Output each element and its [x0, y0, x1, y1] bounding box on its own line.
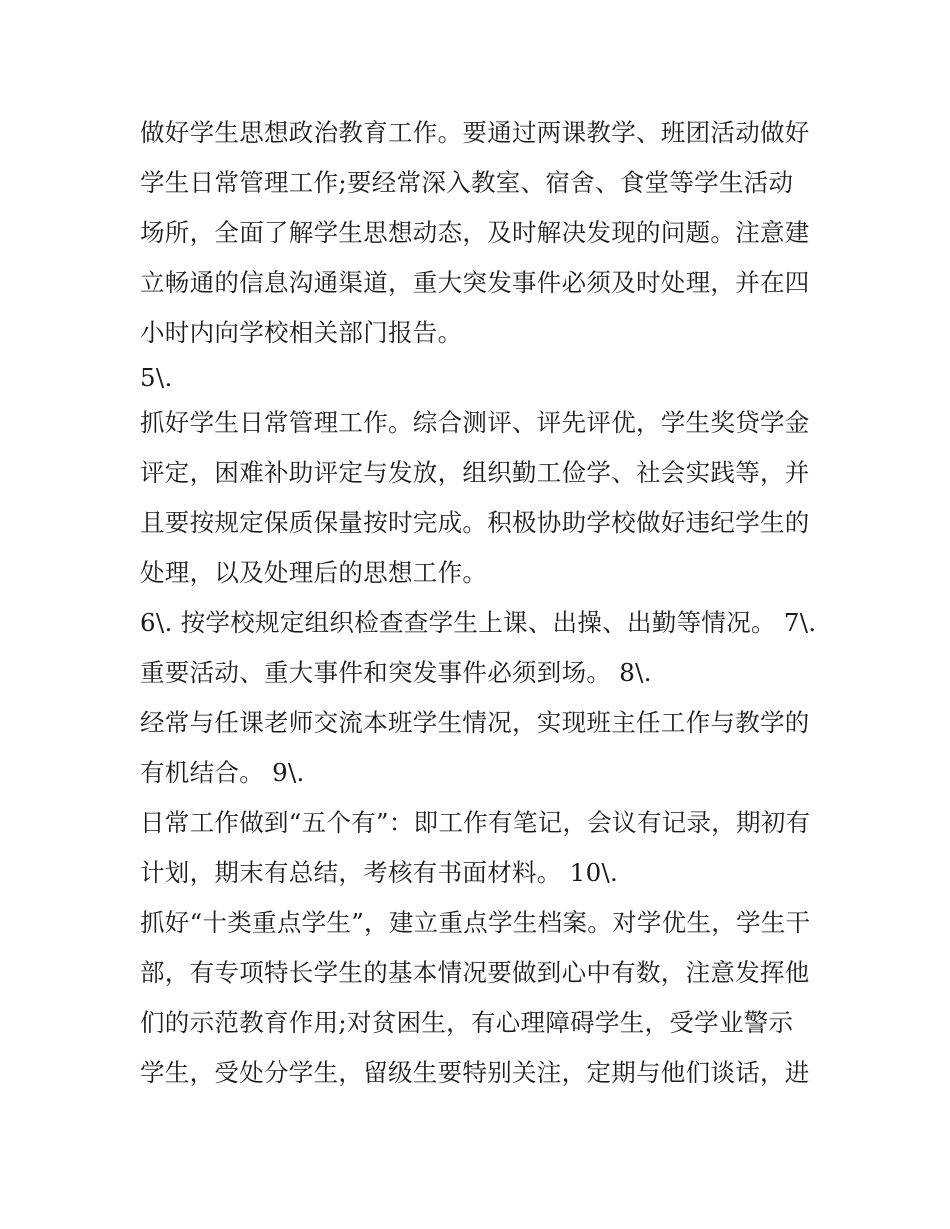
text-line: 计划，期末有总结，考核有书面材料。 10\. — [140, 858, 619, 887]
text-line: 们的示范教育作用;对贫困生，有心理障碍学生，受学业警示 — [140, 1008, 794, 1037]
paragraph-item-9 — [140, 798, 820, 898]
paragraph-daily-management — [140, 398, 820, 598]
text-line: 且要按规定保质保量按时完成。积极协助学校做好违纪学生的 — [140, 508, 810, 537]
text-line: 处理，以及处理后的思想工作。 — [140, 558, 488, 587]
text-line: 重要活动、重大事件和突发事件必须到场。 8\. — [140, 658, 652, 687]
text-line: 经常与任课老师交流本班学生情况，实现班主任工作与教学的 — [140, 708, 810, 737]
text-line: 评定，困难补助评定与发放，组织勤工俭学、社会实践等，并 — [140, 458, 810, 487]
paragraph-item-8 — [140, 698, 820, 798]
text-line: 小时内向学校相关部门报告。 — [140, 318, 463, 347]
text-line: 抓好“十类重点学生”，建立重点学生档案。对学优生，学生干 — [140, 908, 811, 937]
text-line: 学生，受处分学生，留级生要特别关注，定期与他们谈话，进 — [140, 1058, 810, 1087]
paragraph-political-education — [140, 108, 820, 358]
text-line: 场所，全面了解学生思想动态，及时解决发现的问题。注意建 — [140, 218, 810, 247]
paragraph-item-10 — [140, 898, 820, 1098]
text-line: 有机结合。 9\. — [140, 758, 305, 787]
document-body — [140, 108, 820, 1098]
text-line: 做好学生思想政治教育工作。要通过两课教学、班团活动做好 — [140, 118, 810, 147]
item-number-5 — [140, 358, 820, 398]
item-number: 5\. — [140, 363, 173, 392]
text-line: 学生日常管理工作;要经常深入教室、宿舍、食堂等学生活动 — [140, 168, 794, 197]
paragraph-items-6-7 — [140, 598, 820, 698]
text-line: 部，有专项特长学生的基本情况要做到心中有数，注意发挥他 — [140, 958, 810, 987]
text-line: 立畅通的信息沟通渠道，重大突发事件必须及时处理，并在四 — [140, 268, 810, 297]
text-line: 6\. 按学校规定组织检查查学生上课、出操、出勤等情况。 7\. — [140, 608, 817, 637]
text-line: 抓好学生日常管理工作。综合测评、评先评优，学生奖贷学金 — [140, 408, 810, 437]
text-line: 日常工作做到“五个有”：即工作有笔记，会议有记录，期初有 — [140, 808, 811, 837]
